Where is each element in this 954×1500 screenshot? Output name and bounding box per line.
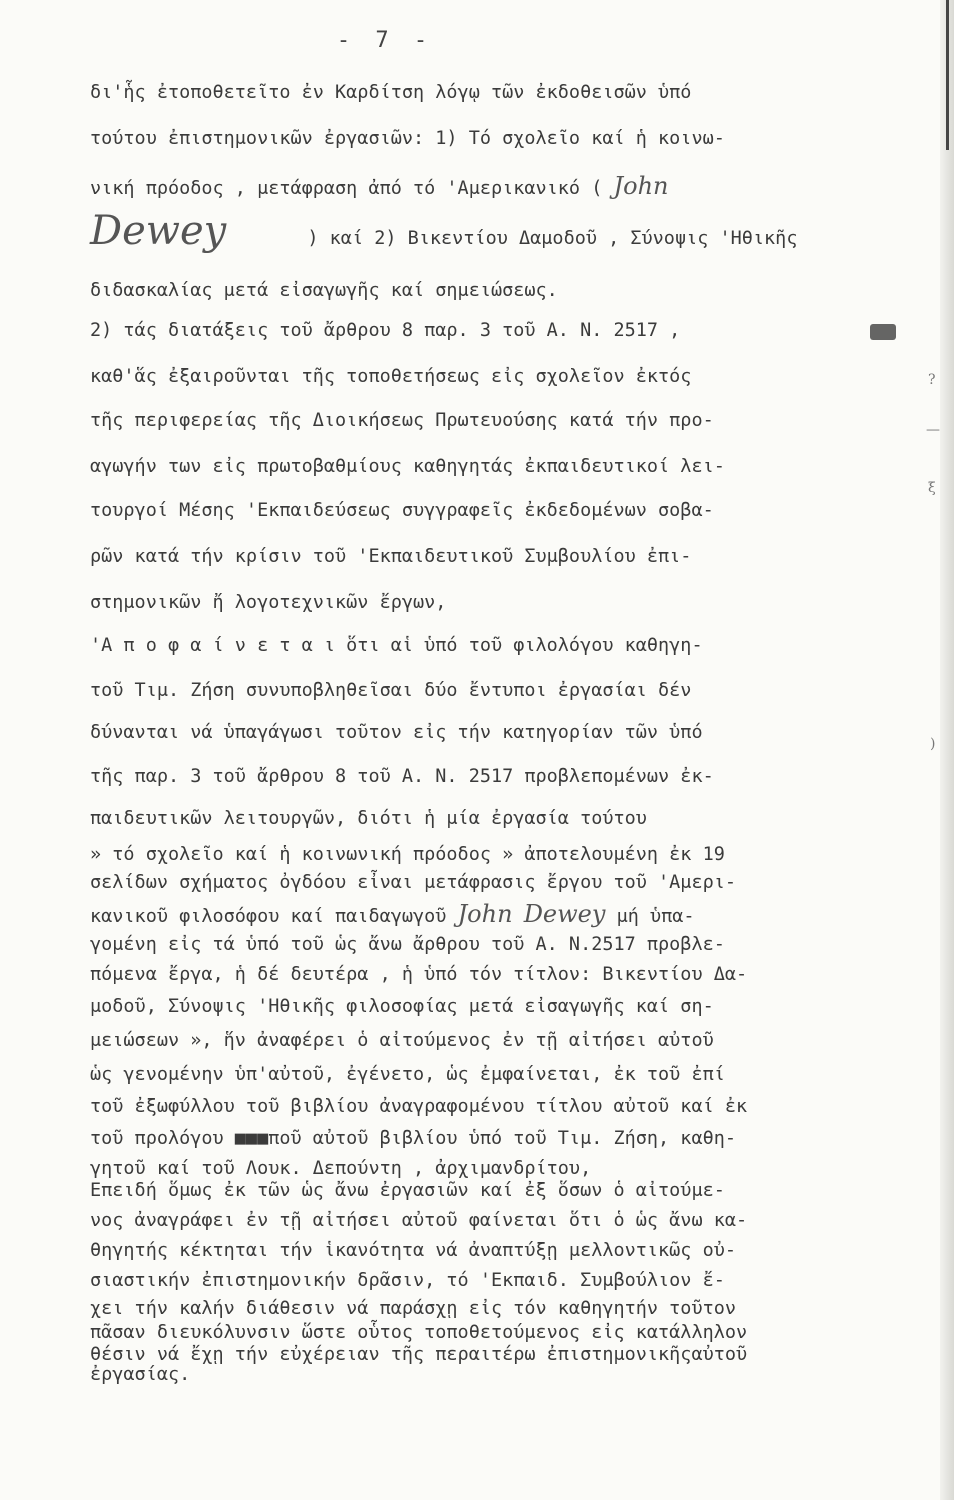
text-line: » τό σχολεῖο καί ἡ κοινωνική πρόοδος » ἀποτελουμένη ἐκ 19 [90,844,725,865]
text-line: στημονικῶν ἤ λογοτεχνικῶν ἔργων, [90,592,447,613]
text-line: πόμενα ἔργα, ἡ δέ δευτέρα , ἡ ὑπό τόν τίτλον: Βικεντίου Δα- [90,964,748,985]
text-line: γητοῦ καί τοῦ Λουκ. Δεπούντη , ἀρχιμανδρίτου, [90,1158,592,1179]
handwritten-name: Dewey [523,900,606,928]
page-number: - 7 - [336,28,434,53]
text-line: θηγητής κέκτηται τήν ἱκανότητα νά ἀναπτύξῃ μελλοντικῶς οὐ- [90,1240,737,1261]
text-line: μοδοῦ, Σύνοψις 'Ηθικῆς φιλοσοφίας μετά εἰσαγωγῆς καί ση- [90,996,714,1017]
text-line: δύνανται νά ὑπαγάγωσι τοῦτον εἰς τήν κατηγορίαν τῶν ὑπό [90,722,703,743]
text-line: ἐργασίας. [90,1364,191,1385]
text-line: καθ'ἅς ἐξαιροῦνται τῆς τοποθετήσεως εἰς σχολεῖον ἐκτός [90,366,692,387]
text-line: σιαστικήν ἐπιστημονικήν δρᾶσιν, τό 'Εκπαιδ. Συμβούλιον ἔ- [90,1270,725,1291]
text-line: χει τήν καλήν διάθεσιν νά παράσχῃ εἰς τόν καθηγητήν τοῦτον [90,1298,737,1319]
text-line: αγωγήν των εἰς πρωτοβαθμίους καθηγητάς ἐκπαιδευτικοί λει- [90,456,725,477]
text-line: νος ἀναγράφει ἐν τῇ αἰτήσει αὐτοῦ φαίνεται ὅτι ὁ ὡς ἄνω κα- [90,1210,748,1231]
text-line: γομένη εἰς τά ὑπό τοῦ ὡς ἄνω ἄρθρου τοῦ Α. Ν.2517 προβλε- [90,934,725,955]
ink-smudge [870,324,896,340]
handwritten-name: Dewey [90,208,227,254]
text-line: τουργοί Μέσης 'Εκπαιδεύσεως συγγραφεῖς ἐκδεδομένων σοβα- [90,500,714,521]
text-line [90,172,930,200]
margin-mark: ξ [928,480,936,496]
text-line: ὡς γενομένην ὑπ'αὐτοῦ, ἐγένετο, ὡς ἐμφαίνεται, ἐκ τοῦ ἐπί [90,1064,725,1085]
margin-mark: — [926,422,940,438]
margin-mark: ? [928,372,936,388]
handwritten-name: John [613,172,669,200]
page-edge-mark [946,0,949,150]
text-line: πᾶσαν διευκόλυνσιν ὥστε οὗτος τοποθετούμενος εἰς κατάλληλον [90,1322,748,1343]
margin-mark: ) [930,736,936,752]
text-line [90,900,930,928]
text-line: σελίδων σχήματος ὀγδόου εἶναι μετάφρασις ἔργου τοῦ 'Αμερι- [90,872,737,893]
text-line-segment: κανικοῦ φιλοσόφου καί παιδαγωγοῦ [90,906,447,927]
page-edge [940,0,954,1500]
text-line: Επειδή ὅμως ἐκ τῶν ὡς ἄνω ἐργασιῶν καί ἐξ ὅσων ὁ αἰτούμε- [90,1180,725,1201]
handwritten-name: John [457,900,513,928]
text-line: τῆς παρ. 3 τοῦ ἄρθρου 8 τοῦ Α. Ν. 2517 προβλεπομένων ἐκ- [90,766,714,787]
text-line-segment: μή ὑπα- [616,906,695,927]
text-line: δι'ἧς ἐτοποθετεῖτο ἐν Καρδίτση λόγῳ τῶν ἐκδοθεισῶν ὑπό [90,82,692,103]
text-line-segment: ) καί 2) Βικεντίου Δαμοδοῦ , Σύνοψις 'Ηθικῆς [307,228,798,249]
text-line: παιδευτικῶν λειτουργῶν, διότι ἡ μία ἐργασία τούτου [90,808,647,829]
text-line [90,208,930,254]
text-line: ρῶν κατά τήν κρίσιν τοῦ 'Εκπαιδευτικοῦ Συμβουλίου ἐπι- [90,546,692,567]
text-line: τοῦ προλόγου ■■■ποῦ αὐτοῦ βιβλίου ὑπό τοῦ Τιμ. Ζήση, καθη- [90,1128,737,1149]
text-line: τοῦ ἐξωφύλλου τοῦ βιβλίου ἀναγραφομένου τίτλου αὐτοῦ καί ἐκ [90,1096,748,1117]
text-line-segment: νική πρόοδος , μετάφραση ἀπό τό 'Αμερικανικό ( [90,178,603,199]
text-line: τούτου ἐπιστημονικῶν ἐργασιῶν: 1) Τό σχολεῖο καί ἡ κοινω- [90,128,725,149]
text-line: θέσιν νά ἔχῃ τήν εὐχέρειαν τῆς περαιτέρω ἐπιστημονικῆςαὐτοῦ [90,1344,748,1365]
text-line: 2) τάς διατάξεις τοῦ ἄρθρου 8 παρ. 3 τοῦ Α. Ν. 2517 , [90,320,681,341]
text-line: 'Α π ο φ α ί ν ε τ α ι ὅτι αἱ ὑπό τοῦ φιλολόγου καθηγη- [90,635,703,656]
text-line: τῆς περιφερείας τῆς Διοικήσεως Πρωτευούσης κατά τήν προ- [90,410,714,431]
text-line: μειώσεων », ἥν ἀναφέρει ὁ αἰτούμενος ἐν τῇ αἰτήσει αὐτοῦ [90,1030,714,1051]
text-line: τοῦ Τιμ. Ζήση συνυποβληθεῖσαι δύο ἔντυποι ἐργασίαι δέν [90,680,692,701]
text-line: διδασκαλίας μετά εἰσαγωγῆς καί σημειώσεως. [90,280,558,301]
